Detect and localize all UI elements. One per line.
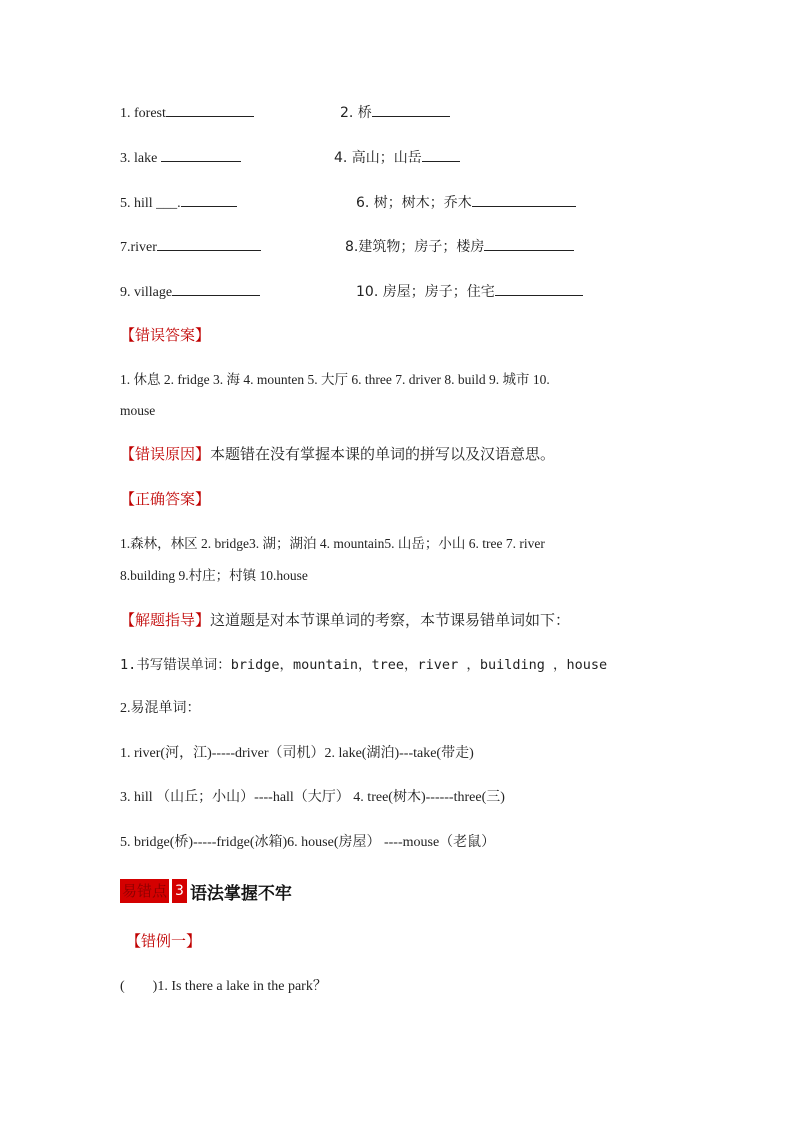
- vocab-2-text: 2. 桥: [340, 105, 372, 121]
- correct-answer-line-2: 8.building 9.村庄；村镇 10.house: [120, 568, 308, 583]
- vocab-6-text: 6. 树；树木；乔木: [356, 195, 472, 211]
- wrong-answer-line-2: mouse: [120, 403, 156, 418]
- guide-block: [120, 610, 570, 630]
- vocab-row-1-left: [120, 102, 254, 124]
- section-heading: [120, 878, 292, 904]
- spelling-words-line: 1.书写错误单词：bridge，mountain，tree，river ，building ，house: [120, 657, 608, 673]
- vocab-row-2-right: [334, 147, 460, 169]
- vocab-row-2-left: [120, 147, 241, 169]
- question-1: ( )1. Is there a lake in the park？: [120, 979, 327, 994]
- section-title: 语法掌握不牢: [189, 883, 292, 904]
- vocab-row-3-left: [120, 192, 237, 214]
- vocab-3-text: 3. lake: [120, 151, 158, 166]
- confuse-line-2: 3. hill （山丘；小山）----hall（大厅） 4. tree(树木)------three(三): [120, 790, 505, 805]
- confuse-line-1: 1. river(河，江)-----driver（司机）2. lake(湖泊)---take(带走): [120, 746, 474, 761]
- example-title: 【错例一】: [126, 932, 202, 950]
- answer-blank[interactable]: [181, 192, 237, 207]
- answer-blank[interactable]: [495, 281, 583, 296]
- correct-answer-line-1: 1.森林，林区 2. bridge3. 湖；湖泊 4. mountain5. 山岳；小山 6. tree 7. river: [120, 536, 545, 551]
- vocab-7-text: 7.river: [120, 240, 157, 255]
- answer-blank[interactable]: [166, 102, 254, 117]
- vocab-row-4-left: [120, 236, 261, 258]
- vocab-5-text: 5. hill ___.: [120, 196, 181, 211]
- confuse-line-3: 5. bridge(桥)-----fridge(冰箱)6. house(房屋） ----mouse（老鼠）: [120, 835, 496, 850]
- answer-blank[interactable]: [161, 147, 241, 162]
- section-tag: 易错点: [120, 879, 169, 903]
- answer-blank[interactable]: [472, 192, 576, 207]
- wrong-answer-line-1: 1. 休息 2. fridge 3. 海 4. mounten 5. 大厅 6. three 7. driver 8. build 9. 城市 10.: [120, 372, 550, 387]
- wrong-reason-title: 【错误原因】: [120, 445, 211, 463]
- guide-title: 【解题指导】: [120, 611, 211, 629]
- wrong-reason-text: 本题错在没有掌握本课的单词的拼写以及汉语意思。: [210, 445, 556, 463]
- correct-answer-title: 【正确答案】: [120, 490, 211, 508]
- answer-blank[interactable]: [484, 236, 574, 251]
- vocab-4-text: 4. 高山；山岳: [334, 150, 422, 166]
- answer-blank[interactable]: [157, 236, 261, 251]
- answer-blank[interactable]: [172, 281, 260, 296]
- vocab-row-5-right: [356, 281, 583, 303]
- confuse-title: 2.易混单词：: [120, 701, 201, 716]
- guide-text: 这道题是对本节课单词的考察，本节课易错单词如下：: [210, 611, 571, 629]
- vocab-10-text: 10. 房屋；房子；住宅: [356, 284, 495, 300]
- vocab-row-1-right: [340, 102, 450, 124]
- wrong-reason-block: [120, 444, 555, 464]
- vocab-row-3-right: [356, 192, 576, 214]
- answer-blank[interactable]: [372, 102, 450, 117]
- vocab-row-5-left: [120, 281, 260, 303]
- answer-blank[interactable]: [422, 147, 460, 162]
- vocab-row-4-right: [345, 236, 574, 258]
- vocab-1-text: 1. forest: [120, 106, 166, 121]
- vocab-9-text: 9. village: [120, 285, 173, 300]
- section-number: 3: [172, 879, 187, 903]
- vocab-8-text: 8.建筑物；房子；楼房: [345, 239, 485, 255]
- wrong-answer-title: 【错误答案】: [120, 326, 211, 344]
